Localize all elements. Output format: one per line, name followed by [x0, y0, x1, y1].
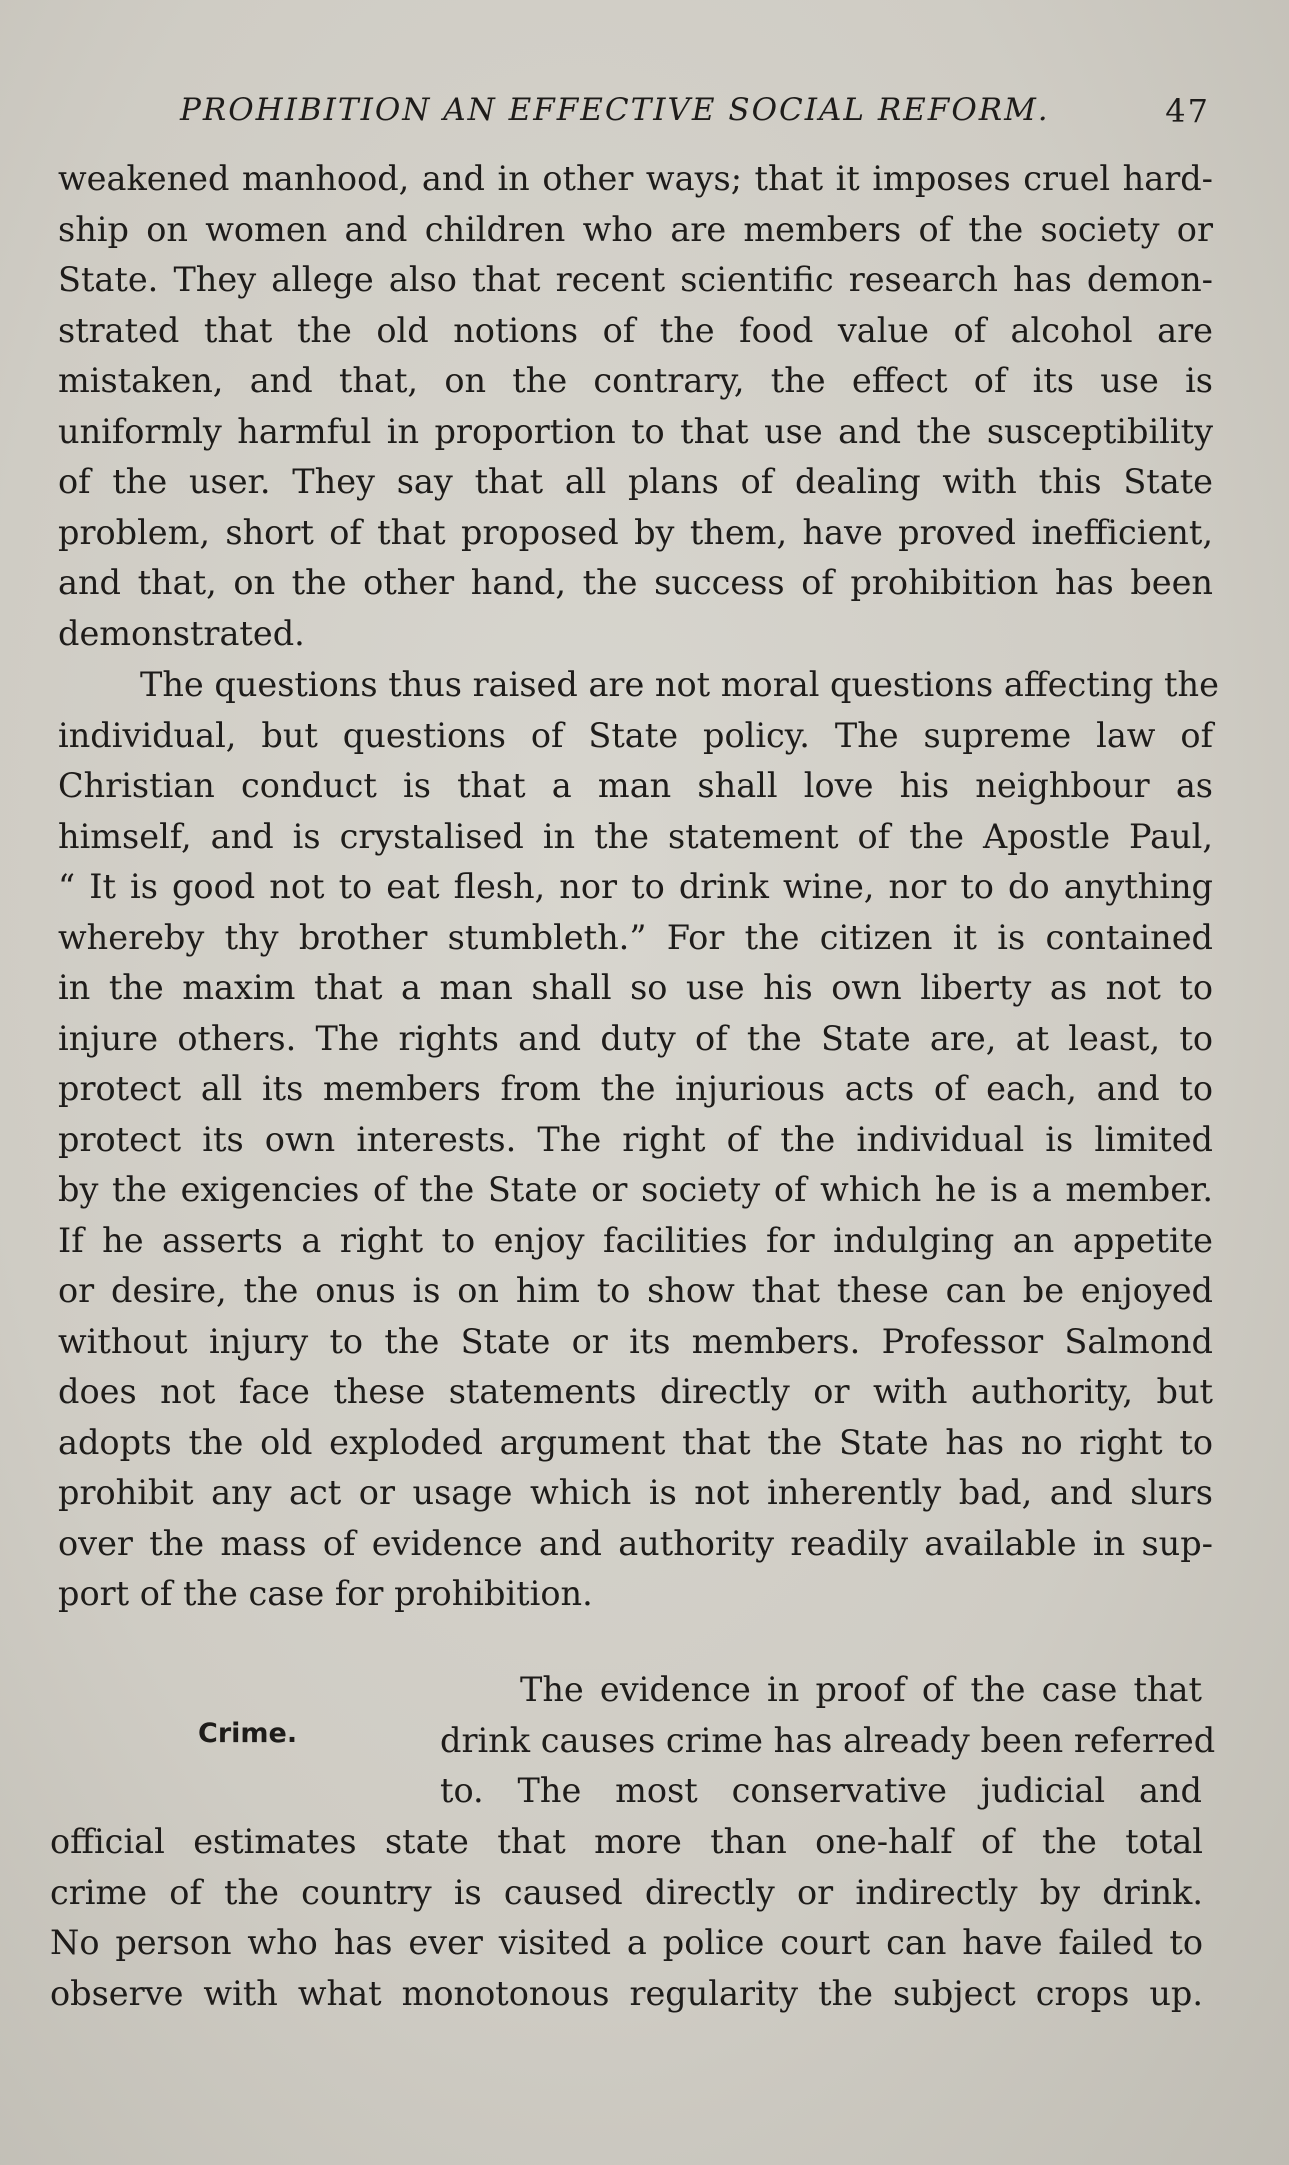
- text-line: over the mass of evidence and authority readily available in sup-: [58, 1523, 1213, 1563]
- text-line: demonstrated.: [58, 613, 305, 653]
- text-line: individual, but questions of State policy. The supreme law of: [58, 715, 1213, 755]
- crime-paragraph-continuation: [50, 1817, 1203, 2019]
- text-line: or desire, the onus is on him to show that these can be enjoyed: [58, 1271, 1213, 1310]
- text-line: to. The most conservative judicial and: [440, 1771, 1202, 1810]
- text-line: drink causes crime has already been referred: [440, 1720, 1216, 1760]
- text-line: himself, and is crystalised in the statement of the Apostle Paul,: [58, 816, 1213, 856]
- text-line: injure others. The rights and duty of the State are, at least, to: [58, 1018, 1213, 1058]
- text-line: strated that the old notions of the food value of alcohol are: [58, 310, 1213, 350]
- text-line: whereby thy brother stumbleth.” For the citizen it is contained: [58, 917, 1213, 957]
- text-line: does not face these statements directly or with authority, but: [58, 1372, 1213, 1411]
- text-line: problem, short of that proposed by them, have proved inefficient,: [58, 512, 1213, 552]
- text-line: weakened manhood, and in other ways; that it imposes cruel hard-: [58, 159, 1213, 198]
- side-heading-crime: Crime.: [198, 1718, 298, 1749]
- text-line: protect all its members from the injurious acts of each, and to: [58, 1069, 1213, 1108]
- text-line: adopts the old exploded argument that the State has no right to: [58, 1422, 1213, 1462]
- page-number: 47: [1165, 92, 1210, 130]
- crime-paragraph-opening: [440, 1665, 1216, 1817]
- text-line: The evidence in proof of the case that: [520, 1670, 1202, 1709]
- text-line: official estimates state that more than one-half of the total: [50, 1822, 1203, 1861]
- paragraph-1: [58, 154, 1213, 659]
- page-header: [180, 92, 1210, 142]
- text-line: by the exigencies of the State or society of which he is a member.: [58, 1170, 1213, 1209]
- text-line: in the maxim that a man shall so use his own liberty as not to: [58, 968, 1213, 1007]
- running-head: PROHIBITION AN EFFECTIVE SOCIAL REFORM.: [180, 92, 1050, 128]
- text-line: port of the case for prohibition.: [58, 1574, 593, 1613]
- text-line: “ It is good not to eat flesh, nor to drink wine, nor to do anything: [58, 867, 1213, 906]
- text-line: No person who has ever visited a police court can have failed to: [50, 1923, 1203, 1962]
- text-line: and that, on the other hand, the success of prohibition has been: [58, 563, 1213, 602]
- text-line: ship on women and children who are members of the society or: [58, 209, 1213, 249]
- text-line: uniformly harmful in proportion to that use and the susceptibility: [58, 411, 1213, 451]
- text-line: State. They allege also that recent scientific research has demon-: [58, 260, 1213, 299]
- text-line: without injury to the State or its members. Professor Salmond: [58, 1321, 1213, 1361]
- text-line: The questions thus raised are not moral questions affecting the: [140, 665, 1219, 704]
- text-line: prohibit any act or usage which is not inherently bad, and slurs: [58, 1473, 1213, 1512]
- text-line: crime of the country is caused directly or indirectly by drink.: [50, 1872, 1203, 1912]
- text-line: mistaken, and that, on the contrary, the effect of its use is: [58, 361, 1213, 400]
- text-line: of the user. They say that all plans of dealing with this State: [58, 462, 1213, 501]
- text-line: Christian conduct is that a man shall love his neighbour as: [58, 766, 1213, 805]
- text-line: If he asserts a right to enjoy facilities for indulging an appetite: [58, 1220, 1213, 1260]
- text-line: protect its own interests. The right of the individual is limited: [58, 1119, 1213, 1159]
- text-line: observe with what monotonous regularity the subject crops up.: [50, 1973, 1203, 2013]
- paragraph-2: [58, 660, 1219, 1620]
